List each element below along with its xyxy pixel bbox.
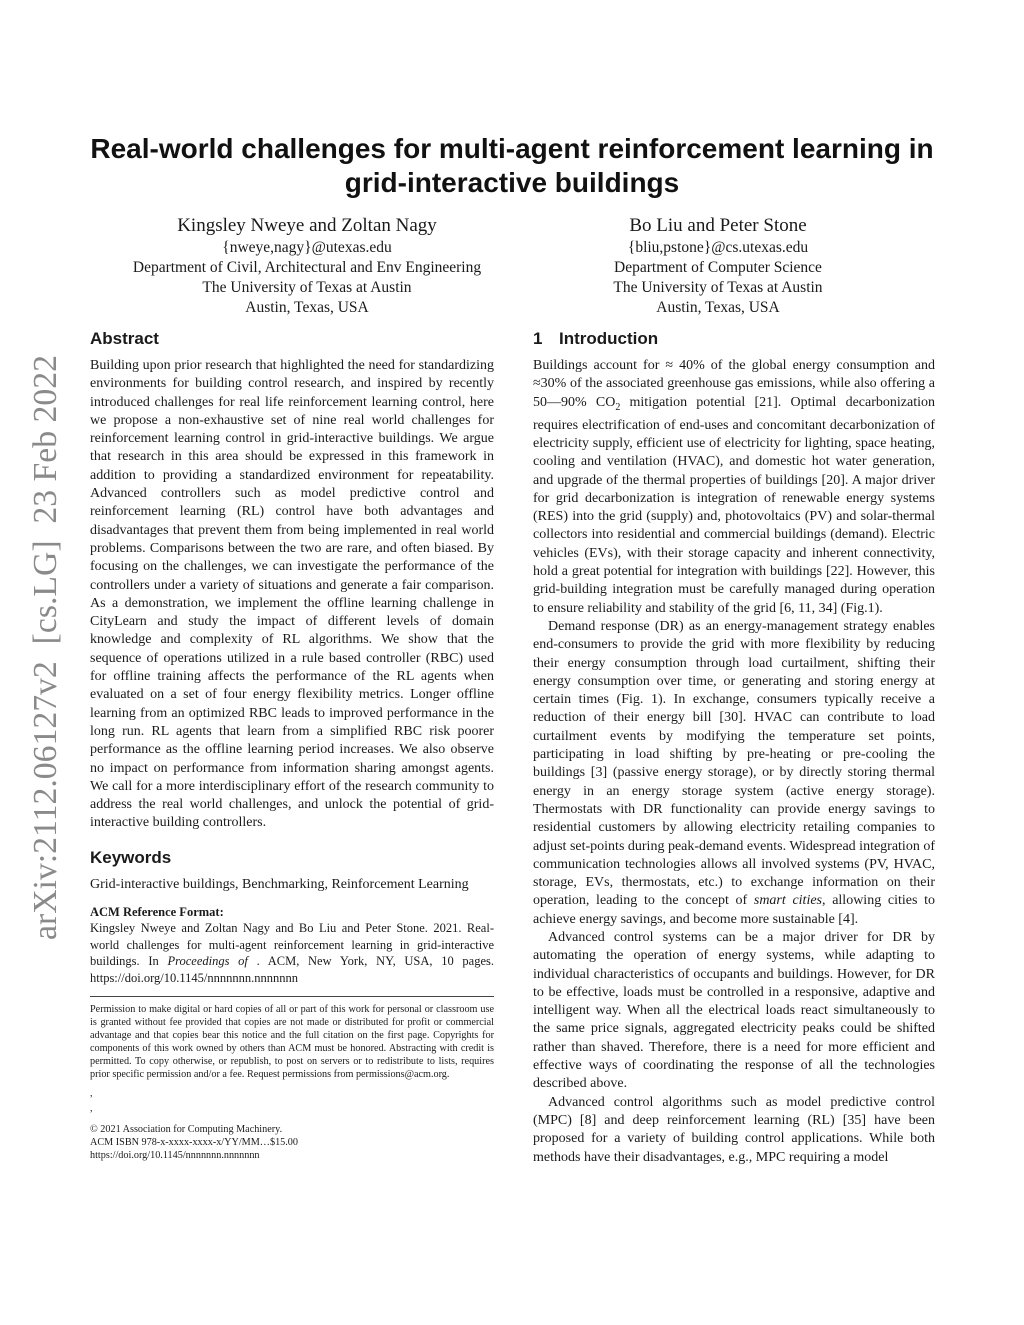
- abstract-heading: Abstract: [90, 329, 159, 348]
- title-line-1: Real-world challenges for multi-agent reinforcement learning in: [90, 133, 934, 164]
- author-block-left: [100, 214, 514, 318]
- author-location: Austin, Texas, USA: [245, 299, 369, 316]
- author-department: Department of Civil, Architectural and Env Engineering: [132, 259, 482, 276]
- intro-p1-sub: 2: [615, 401, 621, 413]
- arxiv-stamp: [10, 355, 70, 940]
- right-column: [533, 328, 935, 1167]
- venue-placeholder-1: ,: [90, 1088, 93, 1100]
- author-university: The University of Texas at Austin: [613, 279, 823, 296]
- section-number: 1: [533, 329, 543, 348]
- intro-paragraph-1: [533, 357, 935, 618]
- footnote-rule: [90, 996, 494, 997]
- doi-line: https://doi.org/10.1145/nnnnnnn.nnnnnnn: [90, 1150, 260, 1162]
- author-university: The University of Texas at Austin: [202, 279, 412, 296]
- acm-ref-proceedings: Proceedings of: [167, 954, 248, 969]
- introduction-heading: [533, 328, 935, 350]
- left-column: [90, 328, 494, 1162]
- intro-p2-em: smart cities: [753, 893, 823, 909]
- intro-paragraph-4: Advanced control algorithms such as model predictive control (MPC) [8] and deep reinforcement learning (RL) [35] have been proposed for a variety of building control applications. While both methods have their disadvantages, e.g., MPC requiring a model: [533, 1094, 935, 1165]
- intro-p2-a: Demand response (DR) as an energy-management strategy enables end-consumers to provide the grid with more flexibility by reducing their energy consumption through load curtailment, shifting their energy consumption over time, or generating and storing energy at certain times (Fig. 1). In exchange, consumers typically receive a reduction of their energy bill [30]. HVAC can contribute to load curtailment events by modifying the temperature set points, participating in load shifting by pre-heating or pre-cooling the buildings [3] (passive energy storage), or by directly storing thermal energy in an energy storage system (active energy storage). Thermostats with DR functionality can provide energy savings to residential customers by allowing electricity retailing companies to adjust set-points during peak-demand events. Widespread integration of communication technologies allows all involved systems (PV, HVAC, storage, EVs, thermostats, etc.) to exchange information on their operation, leading to the concept of: [533, 618, 935, 909]
- copyright-line: © 2021 Association for Computing Machinery.: [90, 1124, 283, 1136]
- author-block-right: [520, 214, 916, 318]
- acm-ref-text-a: Kingsley Nweye and Zoltan Nagy and Bo Liu and Peter Stone. 2021. Real-world challenges for multi-agent reinforcement learning in grid-interactive buildings. In: [90, 921, 494, 969]
- author-names: Bo Liu and Peter Stone: [629, 215, 807, 236]
- keywords-text: Grid-interactive buildings, Benchmarking, Reinforcement Learning: [90, 876, 469, 892]
- abstract-text: Building upon prior research that highlighted the need for standardizing environments for building control research, and inspired by recently introduced challenges for real life reinforcement learning control, here we propose a non-exhaustive set of nine real world challenges for reinforcement learning control in grid-interactive buildings. We argue that research in this area should be expressed in this framework in addition to providing a standardized environment for repeatability. Advanced controllers such as model predictive control and reinforcement learning (RL) control have both advantages and disadvantages that prevent them from being implemented in real world problems. Comparisons between the two are rare, and often biased. By focusing on the challenges, we can investigate the performance of the controllers under a variety of situations and generate a fair comparison. As a demonstration, we implement the offline learning challenge in CityLearn and study the impact of different levels of domain knowledge and complexity of RL algorithms. We show that the sequence of operations utilized in a rule based controller (RBC) used for offline training affects the performance of the RL agents when evaluated on a set of four energy flexibility metrics. Longer offline learning from an optimized RBC leads to improved performance in the long run. RL agents that learn from a simplified RBC risk poorer performance as the offline learning period increases. We also observe no impact on performance from information sharing amongst agents. We call for a more interdisciplinary effort of the research community to address the real world challenges, and unlock the potential of grid-interactive building controllers.: [90, 358, 494, 831]
- intro-paragraph-2: [533, 618, 935, 929]
- intro-paragraph-3: Advanced control systems can be a major driver for DR by automating the operation of energy systems, while adapting to individual characteristics of occupants and buildings. However, for DR to be effective, loads must be controlled in a responsive, adaptive and intelligent way. When all the electrical loads react simultaneously to the same price signals, aggregated electricity peaks could be shifted rather than shaved. Therefore, there is a need for more efficient and effective ways of coordinating the response of all the technologies described above.: [533, 930, 935, 1092]
- arxiv-stamp-text: arXiv:2112.06127v2 [cs.LG] 23 Feb 2022: [27, 355, 64, 940]
- acm-reference-text: [90, 920, 494, 986]
- keywords-heading: Keywords: [90, 847, 172, 867]
- intro-p1-a: Buildings account for ≈ 40% of the global energy consumption and ≈30% of the associated greenhouse gas emissions, while also offering a 50—90% CO: [533, 358, 935, 410]
- section-title: Introduction: [559, 329, 659, 348]
- paper-title: [60, 132, 964, 200]
- author-email: {nweye,nagy}@utexas.edu: [222, 239, 392, 256]
- isbn-line: ACM ISBN 978-x-xxxx-xxxx-x/YY/MM…$15.00: [90, 1137, 298, 1149]
- author-email: {bliu,pstone}@cs.utexas.edu: [627, 239, 809, 256]
- acm-ref-text-b: . ACM, New York, NY, USA, 10 pages. https://doi.org/10.1145/nnnnnnn.nnnnnnn: [90, 954, 494, 985]
- title-line-2: grid-interactive buildings: [344, 167, 680, 198]
- permission-notice: Permission to make digital or hard copies of all or part of this work for personal or classroom use is granted without fee provided that copies are not made or distributed for profit or commercial advantage and that copies bear this notice and the full citation on the first page. Copyrights for components of this work owned by others than ACM must be honored. Abstracting with credit is permitted. To copy otherwise, or republish, to post on servers or to redistribute to lists, requires prior specific permission and/or a fee. Request permissions from permissions@acm.org.: [90, 1004, 494, 1081]
- intro-p2-b: , allowing cities to achieve energy savings, and become more sustainable [4].: [533, 893, 935, 927]
- author-names: Kingsley Nweye and Zoltan Nagy: [177, 215, 437, 236]
- intro-p1-b: mitigation potential [21]. Optimal decarbonization requires electrification of end-uses and concomitant decarbonization of electricity supply, efficient use of electricity for lighting, space heating, cooling and ventilation (HVAC), and domestic hot water generation, and upgrade of the thermal properties of buildings [20]. A major driver for grid decarbonization is integration of renewable energy systems (RES) into the grid (supply) and, photovoltaics (PV) and solar-thermal collectors into residential and commercial buildings (demand). Electric vehicles (EVs), with their storage capacity and inherent connectivity, hold a great potential for integration with buildings [22]. However, this grid-building integration must be carefully managed during operation to ensure reliability and stability of the grid [6, 11, 34] (Fig.1).: [533, 394, 935, 616]
- author-department: Department of Computer Science: [614, 259, 822, 276]
- author-location: Austin, Texas, USA: [656, 299, 780, 316]
- acm-reference-heading: ACM Reference Format:: [90, 905, 224, 920]
- venue-placeholder-2: ,: [90, 1103, 93, 1115]
